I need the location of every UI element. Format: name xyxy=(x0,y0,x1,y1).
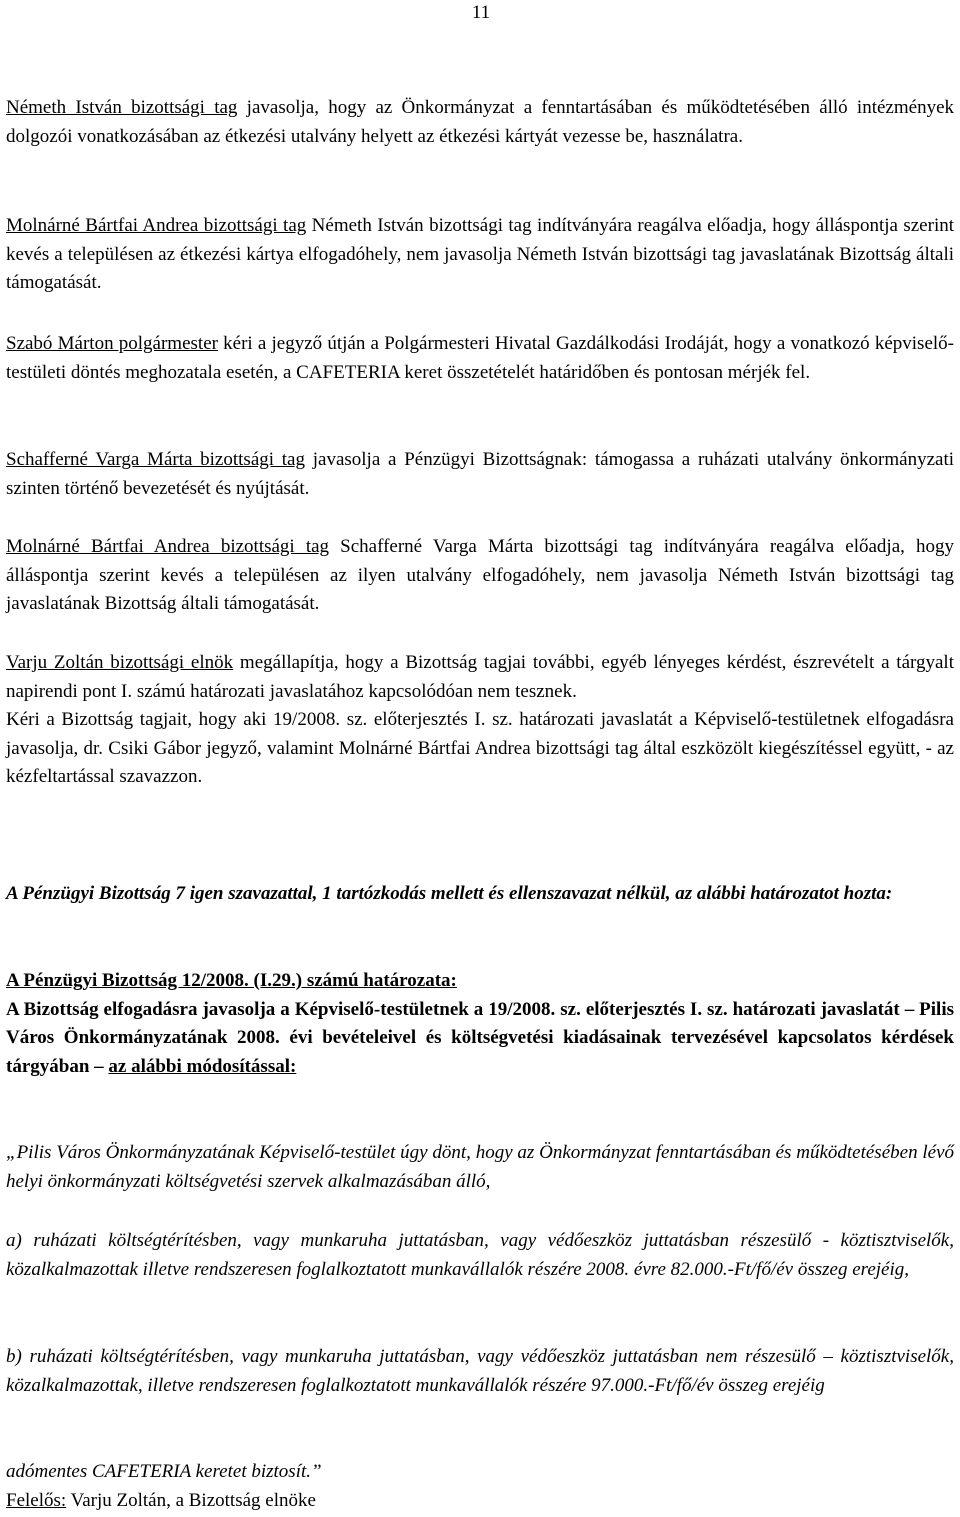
quote-item-b: b) ruházati költségtérítésben, vagy munkaruha juttatásban, vagy védőeszköz juttatásban nem részesülő – köztisztviselők, közalkalmazottak, illetve rendszeresen foglalkoztatott munkavállalók részére 97.000.-Ft/fő/év összeg erejéig xyxy=(6,1346,954,1396)
paragraph-molnarne-2 xyxy=(6,533,954,619)
speaker-name: Varju Zoltán bizottsági elnök xyxy=(6,652,234,673)
speaker-name: Molnárné Bártfai Andrea bizottsági tag xyxy=(6,536,330,557)
quote-closing: adómentes CAFETERIA keretet biztosít.” xyxy=(6,1461,322,1482)
paragraph-text: javasolja, hogy az Önkormányzat a fenntartásában és működtetésében álló intézmények dolgozói vonatkozásában az étkezési utalvány helyett az étkezési kártyát vezesse be, használatra. xyxy=(6,97,955,147)
paragraph-text: megállapítja, hogy a Bizottság tagjai további, egyéb lényeges kérdést, észrevételt a tárgyalt napirendi pont I. számú határozati javaslatához kapcsolódóan nem tesznek. xyxy=(6,652,954,702)
paragraph-molnarne-1 xyxy=(6,212,954,298)
paragraph-schafferne xyxy=(6,446,954,503)
resolution-body: A Bizottság elfogadásra javasolja a Képviselő-testületnek a 19/2008. sz. előterjesztés I. sz. határozati javaslatát – Pilis Város Önkormányzatának 2008. évi bevételeivel és költségvetési kiadásainak tervezésével kapcsolatos kérdések tárgyában – xyxy=(6,998,954,1077)
responsible-label: Felelős: xyxy=(6,1490,67,1511)
paragraph-text-vote-request: Kéri a Bizottság tagjait, hogy aki 19/2008. sz. előterjesztés I. sz. határozati javaslatát a Képviselő-testületnek elfogadásra javasolja, dr. Csiki Gábor jegyző, valamint Molnárné Bártfai Andrea bizottsági tag által eszközölt kiegészítéssel együtt, - az kézfeltartással szavazzon. xyxy=(6,709,954,787)
page-number: 11 xyxy=(471,2,491,23)
paragraph-varju xyxy=(6,649,954,792)
quote-intro: „Pilis Város Önkormányzatának Képviselő-testület úgy dönt, hogy az Önkormányzat fenntartásában és működtetésében lévő helyi önkormányzati költségvetési szervek alkalmazásában álló, xyxy=(6,1142,954,1192)
paragraph-nemeth xyxy=(6,94,954,151)
speaker-name: Molnárné Bártfai Andrea bizottsági tag xyxy=(6,215,307,236)
paragraph-text: kéri a jegyző útján a Polgármesteri Hivatal Gazdálkodási Irodáját, hogy a vonatkozó képviselő-testületi döntés meghozatala esetén, a CAFETERIA keret összetételét határidőben és pontosan mérjék fel. xyxy=(6,333,954,383)
vote-result: A Pénzügyi Bizottság 7 igen szavazattal, 1 tartózkodás mellett és ellenszavazat nélkül, az alábbi határozatot hozta: xyxy=(6,883,893,904)
responsible-value: Varju Zoltán, a Bizottság elnöke xyxy=(66,1490,316,1511)
resolution-body-underlined: az alábbi módosítással: xyxy=(108,1055,297,1077)
paragraph-text: javasolja a Pénzügyi Bizottságnak: támogassa a ruházati utalvány önkormányzati szinten történő bevezetését és nyújtását. xyxy=(6,449,955,499)
paragraph-szabo xyxy=(6,330,954,387)
speaker-name: Schafferné Varga Márta bizottsági tag xyxy=(6,449,305,470)
resolution-title: A Pénzügyi Bizottság 12/2008. (I.29.) számú határozata: xyxy=(6,970,457,991)
quote-item-a: a) ruházati költségtérítésben, vagy munkaruha juttatásban, vagy védőeszköz juttatásban részesülő - köztisztviselők, közalkalmazottak illetve rendszeresen foglalkoztatott munkavállalók részére 2008. évre 82.000.-Ft/fő/év összeg erejéig, xyxy=(6,1230,954,1280)
speaker-name: Szabó Márton polgármester xyxy=(6,333,218,354)
speaker-name: Németh István bizottsági tag xyxy=(6,97,238,118)
paragraph-text: Schafferné Varga Márta bizottsági tag indítványára reagálva előadja, hogy álláspontja szerint kevés a településen az ilyen utalvány elfogadóhely, nem javasolja Németh István bizottsági tag javaslatának Bizottság általi támogatását. xyxy=(6,536,955,614)
paragraph-text: Németh István bizottsági tag indítványára reagálva előadja, hogy álláspontja szerint kevés a településen az étkezési kártya elfogadóhely, nem javasolja Németh István bizottsági tag javaslatának Bizottság általi támogatását. xyxy=(6,215,955,293)
resolution xyxy=(6,967,954,1081)
responsible-line xyxy=(6,1487,954,1516)
